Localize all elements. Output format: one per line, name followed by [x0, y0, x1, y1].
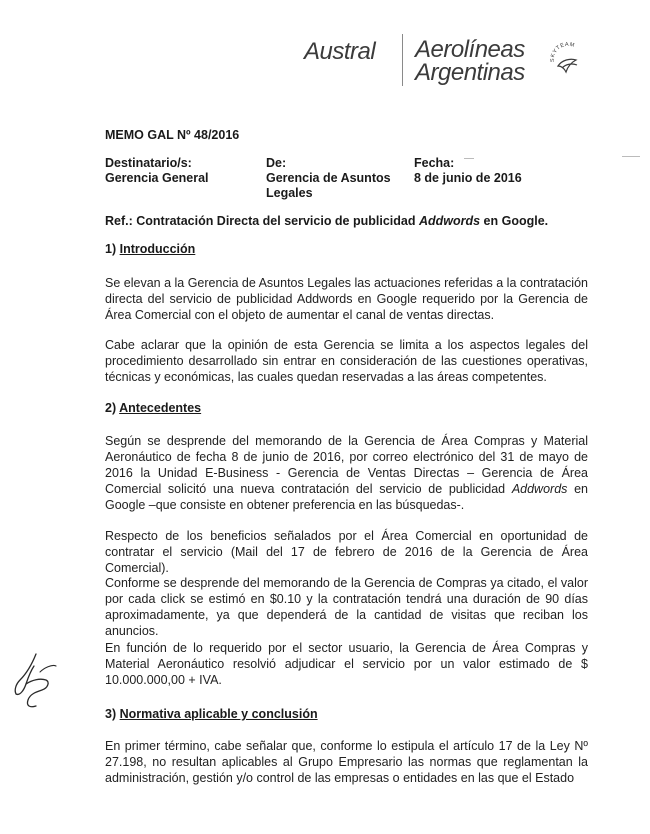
handwritten-initials-signature — [6, 650, 64, 712]
section-1-paragraph-2: Cabe aclarar que la opinión de esta Gerencia se limita a los aspectos legales del procedimiento desarrollado sin entrar en consideración de las cuestiones operativas, técnicas y económicas, las cuales quedan reservadas a las áreas competentes. — [105, 338, 588, 384]
sender-value: Gerencia de Asuntos Legales — [266, 171, 391, 200]
section-2-paragraph-2: Respecto de los beneficios señalados por el Área Comercial en oportunidad de contratar el servicio (Mail del 17 de febrero de 2016 de la Gerencia de Área Comercial). — [105, 529, 588, 575]
sender-block — [266, 156, 406, 201]
date-value: 8 de junio de 2016 — [414, 171, 522, 185]
scan-speck — [622, 156, 640, 157]
skyteam-emblem-icon — [548, 38, 588, 82]
section-2-title: Antecedentes — [119, 401, 202, 415]
section-2-paragraph-4: En función de lo requerido por el sector usuario, la Gerencia de Área Compras y Material Aeronáutico resolvió adjudicar el servicio por un valor estimado de $ 10.000.000,00 + IVA. — [105, 641, 588, 687]
section-2-heading — [105, 401, 201, 415]
austral-logo: Austral — [304, 38, 376, 65]
aerolineas-argentinas-logo — [415, 38, 525, 84]
s2-p1-b: en Google –que consiste en obtener preferencia en las búsquedas-. — [105, 482, 588, 512]
section-1-heading — [105, 242, 195, 256]
s2-p1-italic: Addwords — [511, 482, 568, 496]
reference-line — [105, 214, 548, 228]
section-3-number: 3) — [105, 707, 117, 721]
sender-label: De: — [266, 156, 287, 170]
s2-p1-a: Según se desprende del memorando de la Gerencia de Área Compras y Material Aeronáutico de fecha 8 de junio de 2016, por correo electrónico del 31 de mayo de 2016 la Unidad E-Business - Gerencia de Ventas Directas – Gerencia de Área Comercial solicitó una nueva contratación del servicio de publicidad — [105, 434, 588, 496]
ref-suffix: en Google. — [480, 214, 549, 228]
section-1-paragraph-1: Se elevan a la Gerencia de Asuntos Legales las actuaciones referidas a la contratación directa del servicio de publicidad Addwords en Google requerido por la Gerencia de Área Comercial con el objeto de aumentar el canal de ventas directas. — [105, 276, 588, 322]
logo-line-1: Aerolíneas — [415, 36, 525, 63]
ref-italic: Addwords — [418, 214, 481, 228]
section-2-paragraph-3: Conforme se desprende del memorando de la Gerencia de Compras ya citado, el valor por cada click se estimó en $0.10 y la contratación tendrá una duración de 90 días aproximadamente, ya que dependerá de la cantidad de visitas que reciban los anuncios. — [105, 576, 588, 638]
date-label: Fecha: — [414, 156, 455, 170]
recipient-block — [105, 156, 209, 186]
section-2-number: 2) — [105, 401, 117, 415]
recipient-value: Gerencia General — [105, 171, 209, 185]
ref-prefix: Ref.: Contratación Directa del servicio de publicidad — [105, 214, 419, 228]
section-3-paragraph-1: En primer término, cabe señalar que, conforme lo estipula el artículo 17 de la Ley Nº 27.198, no resultan aplicables al Grupo Empresario las normas que reglamentan la administración, gestión y/o control de las empresas o entidades en las que el Estado — [105, 739, 588, 785]
section-3-title: Normativa aplicable y conclusión — [119, 707, 318, 721]
section-1-title: Introducción — [119, 242, 196, 256]
date-block — [414, 156, 522, 186]
section-2-paragraph-1 — [105, 433, 588, 513]
memo-title: MEMO GAL Nº 48/2016 — [105, 128, 240, 142]
emblem-text: SKYTEAM — [549, 41, 576, 63]
recipient-label: Destinatario/s: — [105, 156, 192, 170]
scan-speck — [464, 158, 474, 159]
logo-divider — [402, 34, 403, 86]
section-1-number: 1) — [105, 242, 117, 256]
logo-line-2: Argentinas — [415, 59, 525, 86]
section-3-heading — [105, 707, 318, 721]
